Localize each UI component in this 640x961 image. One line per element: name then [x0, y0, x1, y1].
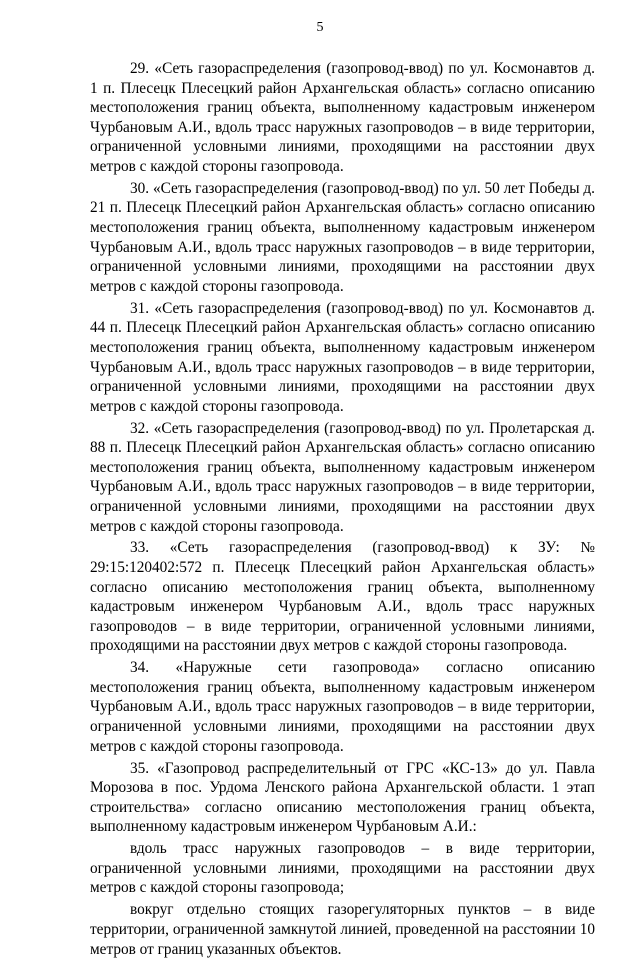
paragraph-item-33: 33. «Сеть газораспределения (газопровод-ввод) к ЗУ: № 29:15:120402:572 п. Плесецк Плесецкий район Архангельская область» согласно описанию местоположения границ объекта, выполненному кадастровым инженером Чурбановым А.И., вдоль трасс наружных газопроводов – в виде территории, ограниченной условными линиями, проходящими на расстоянии двух метров с каждой стороны газопровода.	[90, 539, 595, 655]
paragraph-item-35: 35. «Газопровод распределительный от ГРС «КС-13» до ул. Павла Морозова в пос. Урдома Ленского района Архангельской области. 1 этап строительства» согласно описанию местоположения границ объекта, выполненному кадастровым инженером Чурбановым А.И.:	[90, 759, 595, 836]
paragraph-item-29: 29. «Сеть газораспределения (газопровод-ввод) по ул. Космонавтов д. 1 п. Плесецк Плесецкий район Архангельская область» согласно описанию местоположения границ объекта, выполненному кадастровым инженером Чурбановым А.И., вдоль трасс наружных газопроводов – в виде территории, ограниченной условными линиями, проходящими на расстоянии двух метров с каждой стороны газопровода.	[90, 60, 595, 175]
paragraph-item-30: 30. «Сеть газораспределения (газопровод-ввод) по ул. 50 лет Победы д. 21 п. Плесецк Плесецкий район Архангельская область» согласно описанию местоположения границ объекта, выполненному кадастровым инженером Чурбановым А.И., вдоль трасс наружных газопроводов – в виде территории, ограниченной условными линиями, проходящими на расстоянии двух метров с каждой стороны газопровода.	[90, 179, 595, 295]
page-number: 5	[316, 20, 324, 35]
paragraph-item-31: 31. «Сеть газораспределения (газопровод-ввод) по ул. Космонавтов д. 44 п. Плесецк Плесецкий район Архангельская область» согласно описанию местоположения границ объекта, выполненному кадастровым инженером Чурбановым А.И., вдоль трасс наружных газопроводов – в виде территории, ограниченной условными линиями, проходящими на расстоянии двух метров с каждой стороны газопровода.	[90, 299, 595, 415]
paragraph-item-32: 32. «Сеть газораспределения (газопровод-ввод) по ул. Пролетарская д. 88 п. Плесецк Плесецкий район Архангельская область» согласно описанию местоположения границ объекта, выполненному кадастровым инженером Чурбановым А.И., вдоль трасс наружных газопроводов – в виде территории, ограниченной условными линиями, проходящими на расстоянии двух метров с каждой стороны газопровода.	[90, 419, 595, 535]
paragraph-item-35-regulator-points: вокруг отдельно стоящих газорегуляторных пунктов – в виде территории, ограниченной замкнутой линией, проведенной на расстоянии 10 метров от границ указанных объектов.	[90, 901, 595, 958]
paragraph-item-35-pipelines: вдоль трасс наружных газопроводов – в виде территории, ограниченной условными линиями, проходящими на расстоянии двух метров с каждой стороны газопровода;	[90, 840, 595, 897]
paragraph-item-34: 34. «Наружные сети газопровода» согласно описанию местоположения границ объекта, выполненному кадастровым инженером Чурбановым А.И., вдоль трасс наружных газопроводов – в виде территории, ограниченной условными линиями, проходящими на расстоянии двух метров с каждой стороны газопровода.	[90, 659, 595, 755]
document-body	[90, 59, 595, 961]
